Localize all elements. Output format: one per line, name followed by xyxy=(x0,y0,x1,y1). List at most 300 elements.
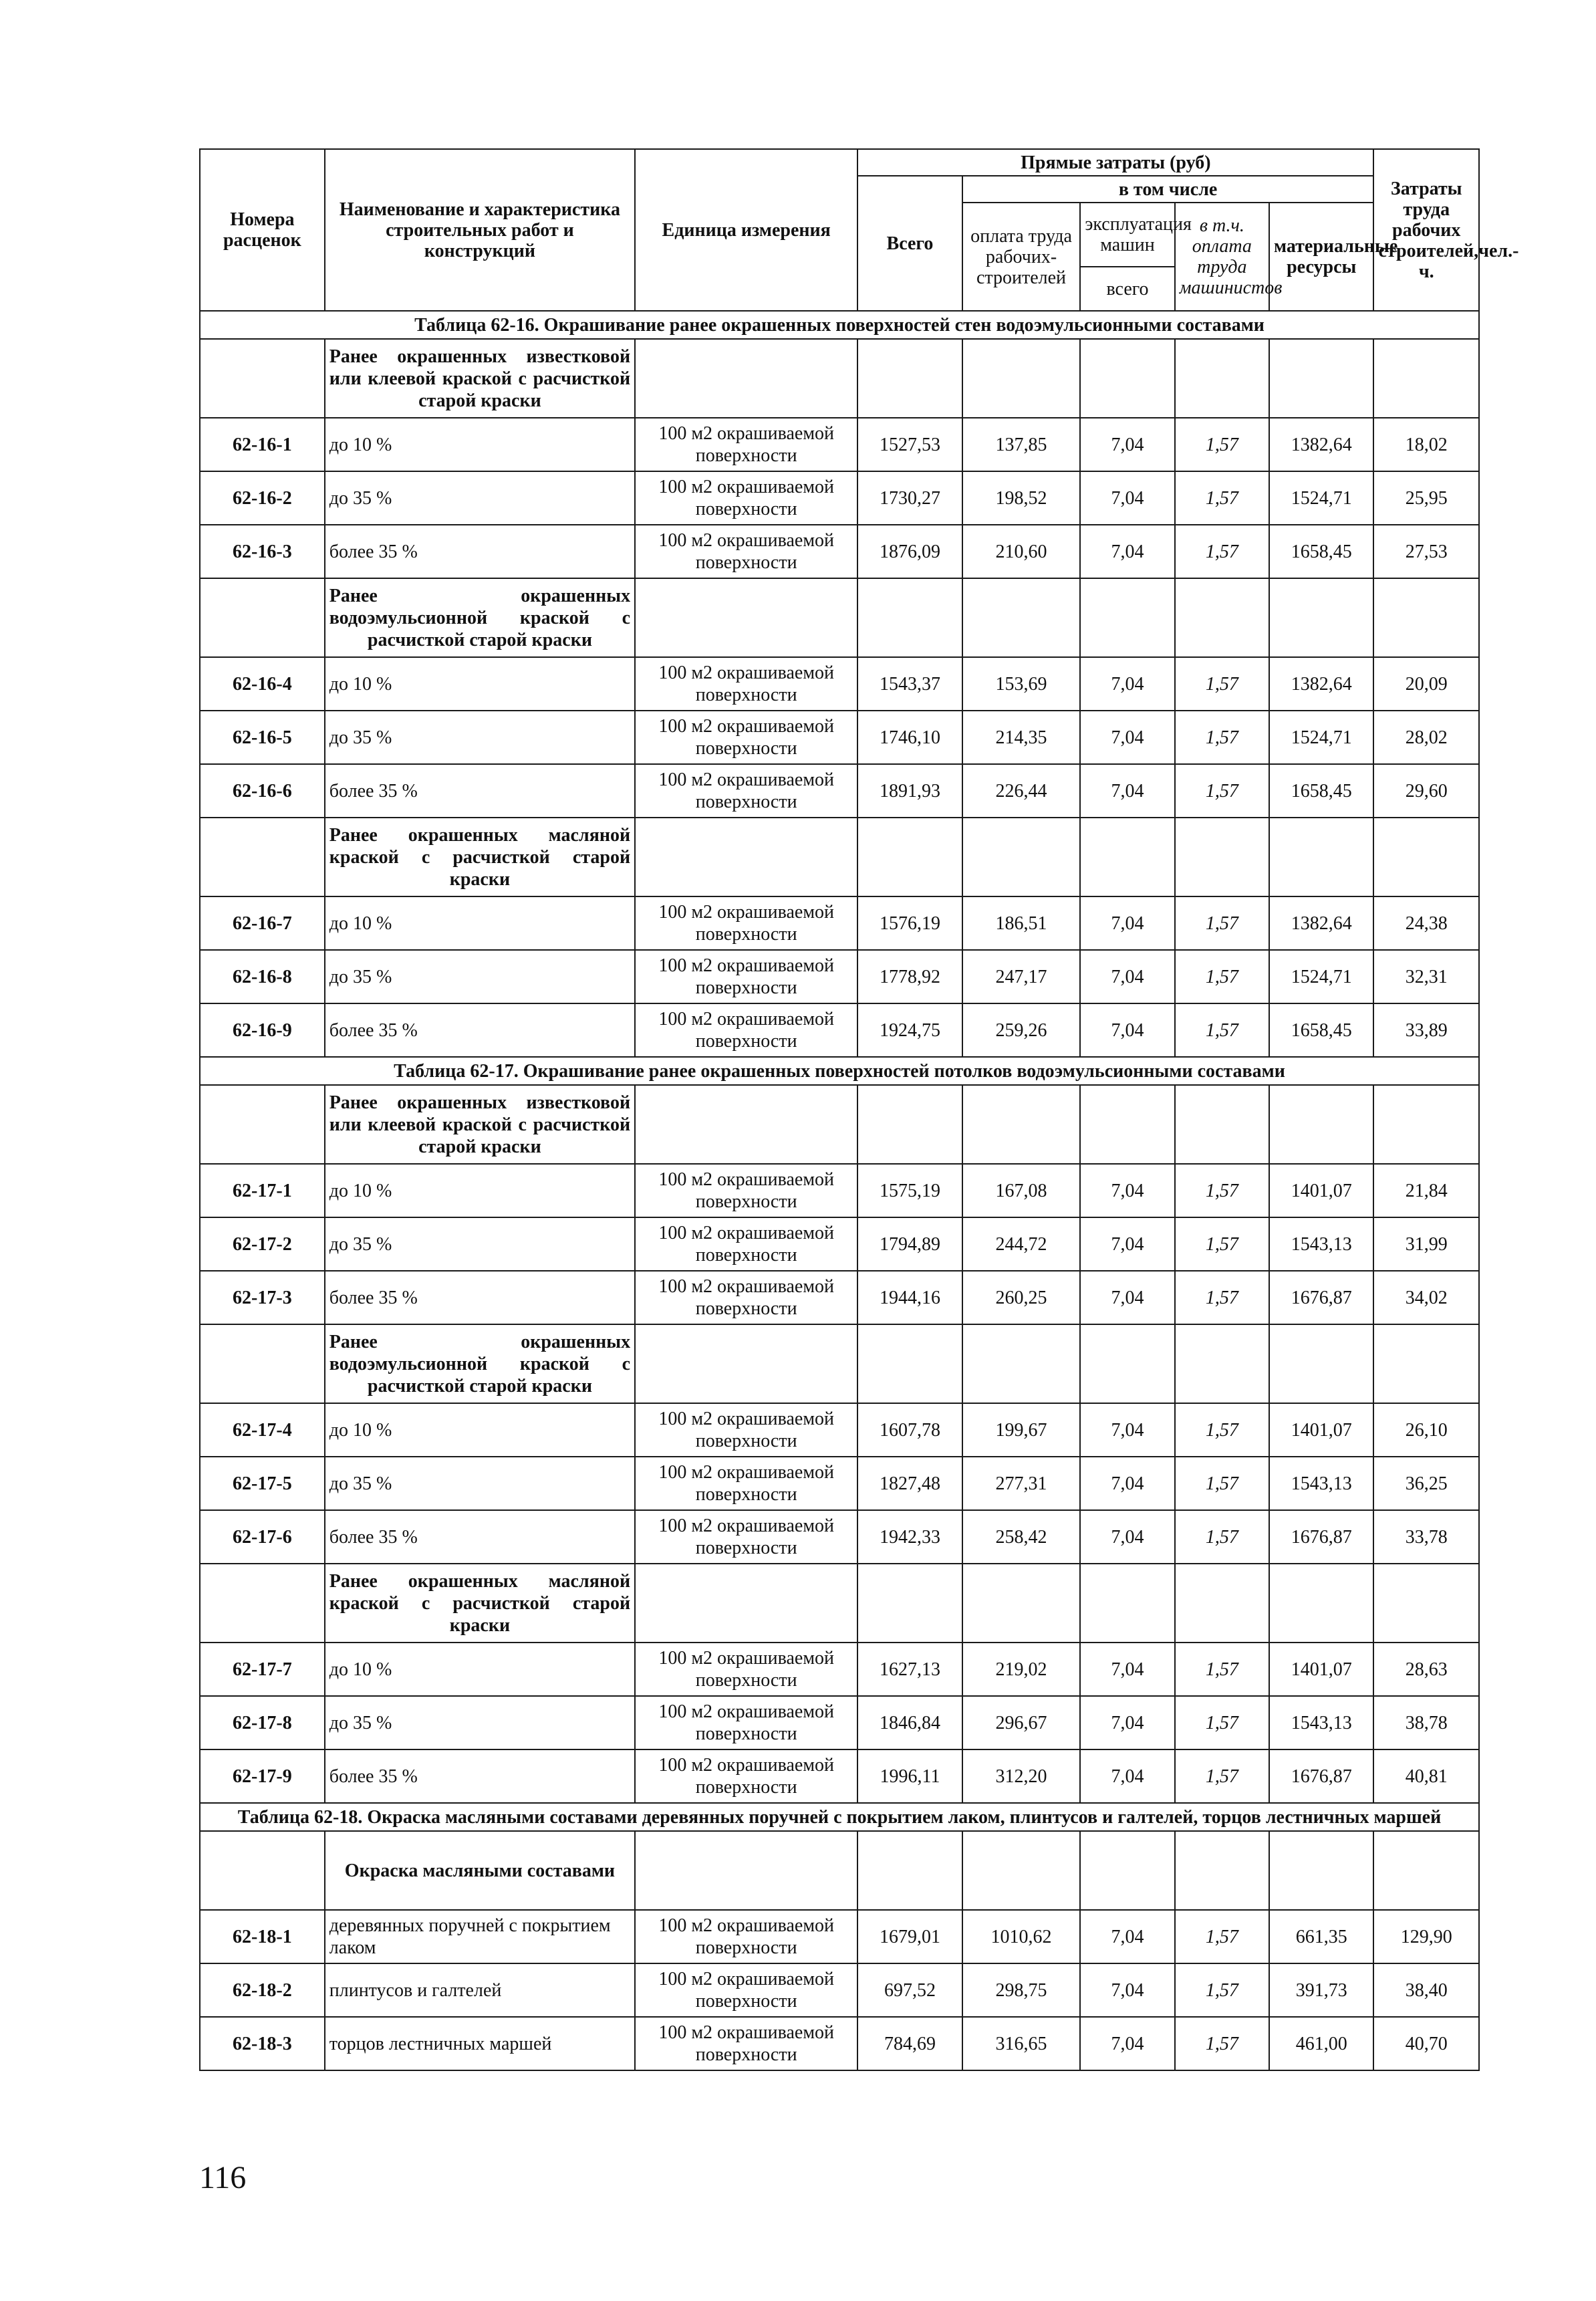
work-name: до 35 % xyxy=(325,711,635,764)
group-empty-cell xyxy=(962,1831,1081,1910)
table-row xyxy=(200,950,1479,1003)
labor-cost: 28,63 xyxy=(1373,1643,1479,1696)
total-cost: 1827,48 xyxy=(857,1457,962,1510)
labor-cost: 40,70 xyxy=(1373,2017,1479,2070)
work-name: до 10 % xyxy=(325,418,635,471)
rate-code: 62-17-6 xyxy=(200,1510,325,1564)
wage-cost: 219,02 xyxy=(962,1643,1081,1696)
materials-cost: 1543,13 xyxy=(1269,1217,1373,1271)
group-empty-cell xyxy=(1269,339,1373,418)
total-cost: 1794,89 xyxy=(857,1217,962,1271)
section-title: Таблица 62-16. Окрашивание ранее окрашенных поверхностей стен водоэмульсионными составами xyxy=(200,311,1479,339)
rate-code: 62-17-8 xyxy=(200,1696,325,1749)
work-name: более 35 % xyxy=(325,1510,635,1564)
rate-code: 62-17-4 xyxy=(200,1403,325,1457)
unit-cell: 100 м2 окрашиваемой поверхности xyxy=(635,1643,857,1696)
rate-code: 62-16-8 xyxy=(200,950,325,1003)
unit-cell: 100 м2 окрашиваемой поверхности xyxy=(635,764,857,818)
unit-cell: 100 м2 окрашиваемой поверхности xyxy=(635,1003,857,1057)
header-machine-total: всего xyxy=(1080,267,1174,311)
total-cost: 1527,53 xyxy=(857,418,962,471)
group-empty-cell xyxy=(1080,1085,1174,1164)
header-unit: Единица измерения xyxy=(635,149,857,311)
group-code-cell xyxy=(200,818,325,896)
group-empty-cell xyxy=(857,818,962,896)
total-cost: 1778,92 xyxy=(857,950,962,1003)
labor-cost: 38,40 xyxy=(1373,1963,1479,2017)
machinist-wage: 1,57 xyxy=(1175,1510,1269,1564)
table-row xyxy=(200,2017,1479,2070)
group-label: Окраска масляными составами xyxy=(325,1831,635,1910)
rate-code: 62-17-5 xyxy=(200,1457,325,1510)
group-empty-cell xyxy=(1269,1085,1373,1164)
machine-cost: 7,04 xyxy=(1080,896,1174,950)
work-name: плинтусов и галтелей xyxy=(325,1963,635,2017)
materials-cost: 1524,71 xyxy=(1269,711,1373,764)
group-empty-cell xyxy=(1373,1324,1479,1403)
work-name: более 35 % xyxy=(325,525,635,578)
table-row xyxy=(200,525,1479,578)
total-cost: 1575,19 xyxy=(857,1164,962,1217)
unit-cell: 100 м2 окрашиваемой поверхности xyxy=(635,1217,857,1271)
materials-cost: 1524,71 xyxy=(1269,950,1373,1003)
machine-cost: 7,04 xyxy=(1080,418,1174,471)
work-name: более 35 % xyxy=(325,764,635,818)
group-empty-cell xyxy=(1080,1831,1174,1910)
labor-cost: 33,78 xyxy=(1373,1510,1479,1564)
table-row xyxy=(200,1271,1479,1324)
wage-cost: 153,69 xyxy=(962,657,1081,711)
table-row xyxy=(200,1403,1479,1457)
group-row xyxy=(200,1831,1479,1910)
group-empty-cell xyxy=(962,1564,1081,1643)
table-row xyxy=(200,711,1479,764)
group-empty-cell xyxy=(1373,1085,1479,1164)
machinist-wage: 1,57 xyxy=(1175,525,1269,578)
machinist-wage: 1,57 xyxy=(1175,1217,1269,1271)
unit-cell: 100 м2 окрашиваемой поверхности xyxy=(635,1510,857,1564)
unit-cell: 100 м2 окрашиваемой поверхности xyxy=(635,1164,857,1217)
machinist-wage: 1,57 xyxy=(1175,418,1269,471)
section-title-row xyxy=(200,1803,1479,1831)
group-code-cell xyxy=(200,1564,325,1643)
machine-cost: 7,04 xyxy=(1080,711,1174,764)
group-empty-cell xyxy=(1269,1831,1373,1910)
group-empty-cell xyxy=(635,1085,857,1164)
materials-cost: 1658,45 xyxy=(1269,525,1373,578)
rate-code: 62-16-2 xyxy=(200,471,325,525)
machine-cost: 7,04 xyxy=(1080,764,1174,818)
header-name: Наименование и характеристика строительных работ и конструкций xyxy=(325,149,635,311)
table-row xyxy=(200,1696,1479,1749)
wage-cost: 214,35 xyxy=(962,711,1081,764)
group-empty-cell xyxy=(1373,818,1479,896)
group-empty-cell xyxy=(1175,1324,1269,1403)
section-title: Таблица 62-18. Окраска масляными составами деревянных поручней с покрытием лаком, плинтусов и галтелей, торцов лестничных маршей xyxy=(200,1803,1479,1831)
header-incl: в том числе xyxy=(962,176,1374,203)
wage-cost: 186,51 xyxy=(962,896,1081,950)
wage-cost: 244,72 xyxy=(962,1217,1081,1271)
group-empty-cell xyxy=(1373,578,1479,657)
machine-cost: 7,04 xyxy=(1080,525,1174,578)
total-cost: 1543,37 xyxy=(857,657,962,711)
materials-cost: 1676,87 xyxy=(1269,1271,1373,1324)
materials-cost: 1382,64 xyxy=(1269,896,1373,950)
table-row xyxy=(200,1510,1479,1564)
work-name: до 10 % xyxy=(325,1403,635,1457)
group-empty-cell xyxy=(857,1324,962,1403)
group-code-cell xyxy=(200,1085,325,1164)
labor-cost: 24,38 xyxy=(1373,896,1479,950)
header-direct-costs: Прямые затраты (руб) xyxy=(857,149,1373,176)
materials-cost: 1676,87 xyxy=(1269,1510,1373,1564)
wage-cost: 259,26 xyxy=(962,1003,1081,1057)
group-empty-cell xyxy=(635,1324,857,1403)
wage-cost: 247,17 xyxy=(962,950,1081,1003)
header-code: Номера расценок xyxy=(200,149,325,311)
machinist-wage: 1,57 xyxy=(1175,1403,1269,1457)
table-row xyxy=(200,1457,1479,1510)
table-row xyxy=(200,1217,1479,1271)
materials-cost: 1401,07 xyxy=(1269,1164,1373,1217)
wage-cost: 277,31 xyxy=(962,1457,1081,1510)
materials-cost: 1658,45 xyxy=(1269,764,1373,818)
rate-code: 62-17-3 xyxy=(200,1271,325,1324)
unit-cell: 100 м2 окрашиваемой поверхности xyxy=(635,418,857,471)
group-empty-cell xyxy=(1373,1564,1479,1643)
machinist-wage: 1,57 xyxy=(1175,1271,1269,1324)
total-cost: 1627,13 xyxy=(857,1643,962,1696)
unit-cell: 100 м2 окрашиваемой поверхности xyxy=(635,525,857,578)
rate-code: 62-18-1 xyxy=(200,1910,325,1963)
machine-cost: 7,04 xyxy=(1080,1271,1174,1324)
labor-cost: 40,81 xyxy=(1373,1749,1479,1803)
machinist-wage: 1,57 xyxy=(1175,764,1269,818)
table-row xyxy=(200,1749,1479,1803)
machine-cost: 7,04 xyxy=(1080,2017,1174,2070)
header-materials: материальные ресурсы xyxy=(1269,203,1373,311)
table-row xyxy=(200,764,1479,818)
total-cost: 697,52 xyxy=(857,1963,962,2017)
total-cost: 1679,01 xyxy=(857,1910,962,1963)
unit-cell: 100 м2 окрашиваемой поверхности xyxy=(635,896,857,950)
work-name: до 35 % xyxy=(325,1217,635,1271)
work-name: торцов лестничных маршей xyxy=(325,2017,635,2070)
section-title-row xyxy=(200,1057,1479,1085)
labor-cost: 29,60 xyxy=(1373,764,1479,818)
work-name: деревянных поручней с покрытием лаком xyxy=(325,1910,635,1963)
unit-cell: 100 м2 окрашиваемой поверхности xyxy=(635,1457,857,1510)
table-row xyxy=(200,1643,1479,1696)
group-row xyxy=(200,818,1479,896)
labor-cost: 36,25 xyxy=(1373,1457,1479,1510)
group-code-cell xyxy=(200,1324,325,1403)
group-empty-cell xyxy=(1175,1564,1269,1643)
machinist-wage: 1,57 xyxy=(1175,471,1269,525)
table-row xyxy=(200,657,1479,711)
machinist-wage: 1,57 xyxy=(1175,1457,1269,1510)
materials-cost: 1382,64 xyxy=(1269,657,1373,711)
machine-cost: 7,04 xyxy=(1080,1749,1174,1803)
machine-cost: 7,04 xyxy=(1080,1457,1174,1510)
group-empty-cell xyxy=(962,578,1081,657)
materials-cost: 1676,87 xyxy=(1269,1749,1373,1803)
work-name: до 10 % xyxy=(325,657,635,711)
wage-cost: 312,20 xyxy=(962,1749,1081,1803)
section-title: Таблица 62-17. Окрашивание ранее окрашенных поверхностей потолков водоэмульсионными составами xyxy=(200,1057,1479,1085)
machinist-wage: 1,57 xyxy=(1175,1963,1269,2017)
unit-cell: 100 м2 окрашиваемой поверхности xyxy=(635,1963,857,2017)
rate-code: 62-18-2 xyxy=(200,1963,325,2017)
wage-cost: 226,44 xyxy=(962,764,1081,818)
group-empty-cell xyxy=(857,1831,962,1910)
header-machinist-wage: в т.ч. оплата труда машинистов xyxy=(1175,203,1269,311)
unit-cell: 100 м2 окрашиваемой поверхности xyxy=(635,657,857,711)
group-code-cell xyxy=(200,1831,325,1910)
rate-code: 62-17-7 xyxy=(200,1643,325,1696)
group-row xyxy=(200,578,1479,657)
work-name: до 35 % xyxy=(325,1457,635,1510)
group-label: Ранее окрашенных известковой или клеевой краской с расчисткой старой краски xyxy=(325,339,635,418)
machinist-wage: 1,57 xyxy=(1175,1749,1269,1803)
wage-cost: 199,67 xyxy=(962,1403,1081,1457)
table-row xyxy=(200,1910,1479,1963)
wage-cost: 198,52 xyxy=(962,471,1081,525)
machine-cost: 7,04 xyxy=(1080,1003,1174,1057)
machine-cost: 7,04 xyxy=(1080,1963,1174,2017)
group-empty-cell xyxy=(1080,1564,1174,1643)
group-empty-cell xyxy=(1269,578,1373,657)
group-empty-cell xyxy=(1080,339,1174,418)
materials-cost: 1658,45 xyxy=(1269,1003,1373,1057)
work-name: более 35 % xyxy=(325,1749,635,1803)
unit-cell: 100 м2 окрашиваемой поверхности xyxy=(635,1403,857,1457)
total-cost: 1891,93 xyxy=(857,764,962,818)
machine-cost: 7,04 xyxy=(1080,1403,1174,1457)
machine-cost: 7,04 xyxy=(1080,1696,1174,1749)
group-empty-cell xyxy=(962,1085,1081,1164)
group-empty-cell xyxy=(1080,818,1174,896)
group-empty-cell xyxy=(857,1085,962,1164)
header-machine-op: эксплуатация машин xyxy=(1080,203,1174,267)
table-row xyxy=(200,1963,1479,2017)
total-cost: 1746,10 xyxy=(857,711,962,764)
rate-code: 62-17-1 xyxy=(200,1164,325,1217)
group-label: Ранее окрашенных водоэмульсионной краской с расчисткой старой краски xyxy=(325,578,635,657)
group-empty-cell xyxy=(962,1324,1081,1403)
total-cost: 1846,84 xyxy=(857,1696,962,1749)
machine-cost: 7,04 xyxy=(1080,1643,1174,1696)
machine-cost: 7,04 xyxy=(1080,950,1174,1003)
machine-cost: 7,04 xyxy=(1080,1910,1174,1963)
work-name: до 35 % xyxy=(325,471,635,525)
unit-cell: 100 м2 окрашиваемой поверхности xyxy=(635,1696,857,1749)
machinist-wage: 1,57 xyxy=(1175,1164,1269,1217)
unit-cell: 100 м2 окрашиваемой поверхности xyxy=(635,711,857,764)
group-empty-cell xyxy=(1175,1831,1269,1910)
wage-cost: 298,75 xyxy=(962,1963,1081,2017)
unit-cell: 100 м2 окрашиваемой поверхности xyxy=(635,1910,857,1963)
group-row xyxy=(200,1564,1479,1643)
total-cost: 1730,27 xyxy=(857,471,962,525)
materials-cost: 661,35 xyxy=(1269,1910,1373,1963)
total-cost: 1607,78 xyxy=(857,1403,962,1457)
labor-cost: 33,89 xyxy=(1373,1003,1479,1057)
labor-cost: 38,78 xyxy=(1373,1696,1479,1749)
work-name: более 35 % xyxy=(325,1003,635,1057)
machinist-wage: 1,57 xyxy=(1175,950,1269,1003)
materials-cost: 1543,13 xyxy=(1269,1696,1373,1749)
work-name: до 10 % xyxy=(325,896,635,950)
unit-cell: 100 м2 окрашиваемой поверхности xyxy=(635,2017,857,2070)
table-row xyxy=(200,896,1479,950)
materials-cost: 461,00 xyxy=(1269,2017,1373,2070)
machinist-wage: 1,57 xyxy=(1175,1910,1269,1963)
group-code-cell xyxy=(200,578,325,657)
work-name: более 35 % xyxy=(325,1271,635,1324)
group-empty-cell xyxy=(635,339,857,418)
group-label: Ранее окрашенных известковой или клеевой краской с расчисткой старой краски xyxy=(325,1085,635,1164)
materials-cost: 1382,64 xyxy=(1269,418,1373,471)
group-empty-cell xyxy=(1175,1085,1269,1164)
labor-cost: 20,09 xyxy=(1373,657,1479,711)
rate-code: 62-16-1 xyxy=(200,418,325,471)
materials-cost: 1524,71 xyxy=(1269,471,1373,525)
wage-cost: 210,60 xyxy=(962,525,1081,578)
group-empty-cell xyxy=(635,578,857,657)
machine-cost: 7,04 xyxy=(1080,1510,1174,1564)
group-empty-cell xyxy=(635,1831,857,1910)
table-row xyxy=(200,418,1479,471)
header-wage: оплата труда рабочих-строителей xyxy=(962,203,1081,311)
table-row xyxy=(200,1003,1479,1057)
unit-cell: 100 м2 окрашиваемой поверхности xyxy=(635,950,857,1003)
total-cost: 784,69 xyxy=(857,2017,962,2070)
machine-cost: 7,04 xyxy=(1080,471,1174,525)
total-cost: 1924,75 xyxy=(857,1003,962,1057)
table-row xyxy=(200,471,1479,525)
machinist-wage: 1,57 xyxy=(1175,1643,1269,1696)
machinist-wage: 1,57 xyxy=(1175,711,1269,764)
machine-cost: 7,04 xyxy=(1080,1217,1174,1271)
total-cost: 1944,16 xyxy=(857,1271,962,1324)
wage-cost: 316,65 xyxy=(962,2017,1081,2070)
wage-cost: 260,25 xyxy=(962,1271,1081,1324)
header-total: Всего xyxy=(857,176,962,311)
group-empty-cell xyxy=(1269,818,1373,896)
group-label: Ранее окрашенных масляной краской с расчисткой старой краски xyxy=(325,1564,635,1643)
rate-code: 62-16-4 xyxy=(200,657,325,711)
group-empty-cell xyxy=(962,818,1081,896)
rate-code: 62-16-6 xyxy=(200,764,325,818)
group-empty-cell xyxy=(962,339,1081,418)
materials-cost: 1543,13 xyxy=(1269,1457,1373,1510)
wage-cost: 137,85 xyxy=(962,418,1081,471)
group-empty-cell xyxy=(1175,578,1269,657)
group-row xyxy=(200,1085,1479,1164)
rate-code: 62-18-3 xyxy=(200,2017,325,2070)
work-name: до 35 % xyxy=(325,950,635,1003)
materials-cost: 1401,07 xyxy=(1269,1643,1373,1696)
wage-cost: 167,08 xyxy=(962,1164,1081,1217)
rates-table xyxy=(199,148,1519,2071)
machinist-wage: 1,57 xyxy=(1175,896,1269,950)
total-cost: 1996,11 xyxy=(857,1749,962,1803)
group-label: Ранее окрашенных масляной краской с расчисткой старой краски xyxy=(325,818,635,896)
wage-cost: 296,67 xyxy=(962,1696,1081,1749)
group-code-cell xyxy=(200,339,325,418)
group-empty-cell xyxy=(1373,339,1479,418)
group-empty-cell xyxy=(1269,1564,1373,1643)
machinist-wage: 1,57 xyxy=(1175,1003,1269,1057)
unit-cell: 100 м2 окрашиваемой поверхности xyxy=(635,471,857,525)
labor-cost: 26,10 xyxy=(1373,1403,1479,1457)
group-empty-cell xyxy=(635,1564,857,1643)
machine-cost: 7,04 xyxy=(1080,657,1174,711)
group-empty-cell xyxy=(857,578,962,657)
labor-cost: 25,95 xyxy=(1373,471,1479,525)
unit-cell: 100 м2 окрашиваемой поверхности xyxy=(635,1271,857,1324)
group-empty-cell xyxy=(857,339,962,418)
group-empty-cell xyxy=(1175,818,1269,896)
group-row xyxy=(200,1324,1479,1403)
materials-cost: 391,73 xyxy=(1269,1963,1373,2017)
group-empty-cell xyxy=(1373,1831,1479,1910)
group-empty-cell xyxy=(1080,578,1174,657)
rate-code: 62-17-9 xyxy=(200,1749,325,1803)
unit-cell: 100 м2 окрашиваемой поверхности xyxy=(635,1749,857,1803)
labor-cost: 21,84 xyxy=(1373,1164,1479,1217)
work-name: до 35 % xyxy=(325,1696,635,1749)
table-header xyxy=(200,149,1519,311)
page-number: 116 xyxy=(199,2160,247,2195)
table-body xyxy=(200,311,1479,2070)
labor-cost: 28,02 xyxy=(1373,711,1479,764)
rate-code: 62-16-7 xyxy=(200,896,325,950)
materials-cost: 1401,07 xyxy=(1269,1403,1373,1457)
header-labor: Затраты труда рабочих строителей,чел.-ч. xyxy=(1373,149,1479,311)
rate-code: 62-17-2 xyxy=(200,1217,325,1271)
machine-cost: 7,04 xyxy=(1080,1164,1174,1217)
machinist-wage: 1,57 xyxy=(1175,1696,1269,1749)
total-cost: 1576,19 xyxy=(857,896,962,950)
group-empty-cell xyxy=(1269,1324,1373,1403)
labor-cost: 18,02 xyxy=(1373,418,1479,471)
rate-code: 62-16-9 xyxy=(200,1003,325,1057)
group-empty-cell xyxy=(857,1564,962,1643)
group-empty-cell xyxy=(635,818,857,896)
group-empty-cell xyxy=(1175,339,1269,418)
rate-code: 62-16-5 xyxy=(200,711,325,764)
section-title-row xyxy=(200,311,1479,339)
total-cost: 1942,33 xyxy=(857,1510,962,1564)
work-name: до 10 % xyxy=(325,1164,635,1217)
table-row xyxy=(200,1164,1479,1217)
rate-code: 62-16-3 xyxy=(200,525,325,578)
labor-cost: 31,99 xyxy=(1373,1217,1479,1271)
labor-cost: 34,02 xyxy=(1373,1271,1479,1324)
machinist-wage: 1,57 xyxy=(1175,657,1269,711)
labor-cost: 32,31 xyxy=(1373,950,1479,1003)
labor-cost: 129,90 xyxy=(1373,1910,1479,1963)
wage-cost: 258,42 xyxy=(962,1510,1081,1564)
labor-cost: 27,53 xyxy=(1373,525,1479,578)
machinist-wage: 1,57 xyxy=(1175,2017,1269,2070)
total-cost: 1876,09 xyxy=(857,525,962,578)
wage-cost: 1010,62 xyxy=(962,1910,1081,1963)
work-name: до 10 % xyxy=(325,1643,635,1696)
group-row xyxy=(200,339,1479,418)
